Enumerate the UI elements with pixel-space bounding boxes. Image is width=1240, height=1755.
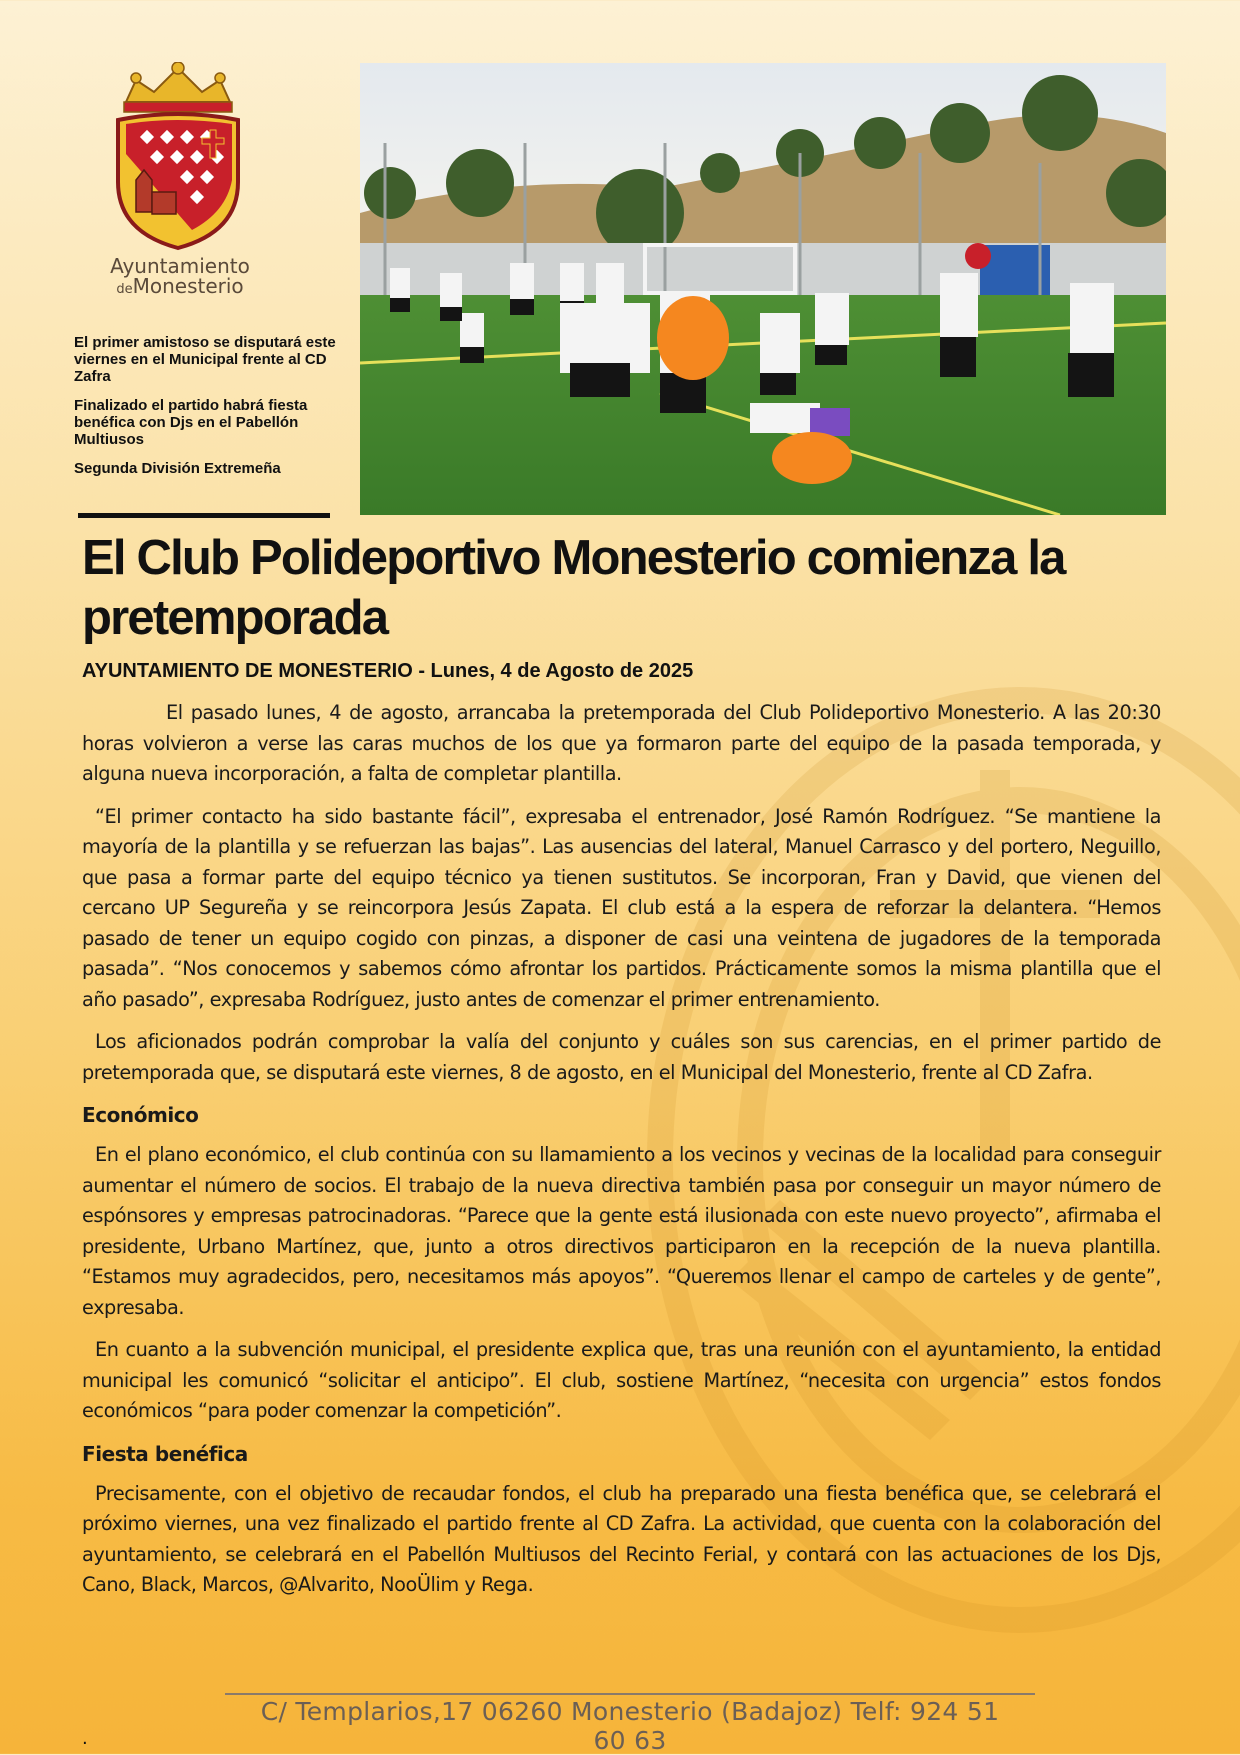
side-highlight-3: Segunda División Extremeña	[74, 460, 281, 477]
side-divider	[78, 513, 330, 518]
logo-line-2-prefix: de	[116, 282, 133, 297]
logo-line-1: Ayuntamiento	[110, 254, 250, 278]
article-paragraph-6: Precisamente, con el objetivo de recaudar fondos, el club ha preparado una fiesta benéfica que, se celebrará el próximo viernes, una vez finalizado el partido frente al CD Zafra. La actividad, que cuenta con la colaboración del ayuntamiento, se celebrará en el Pabellón Multiusos del Recinto Ferial, y contará con las actuaciones de los Djs, Cano, Black, Marcos, @Alvarito, NooÜlim y Rega.	[82, 1481, 1161, 1596]
footer-address: C/ Templarios,17 06260 Monesterio (Badajoz) Telf: 924 51 60 63	[260, 1697, 1000, 1755]
side-highlight-2: Finalizado el partido habrá fiesta benéfica con Djs en el Pabellón Multiusos	[74, 397, 308, 448]
team-training-photo	[360, 63, 1166, 515]
section-heading-fiesta: Fiesta benéfica	[82, 1441, 248, 1466]
article-paragraph-2: “El primer contacto ha sido bastante fácil”, expresaba el entrenador, José Ramón Rodríguez. “Se mantiene la mayoría de la plantilla y se refuerzan las bajas”. Las ausencias del lateral, Manuel Carrasco y del portero, Neguillo, que pasa a formar parte del equipo técnico ya tienen sustitutos. Se incorporan, Fran y David, que vienen del cercano UP Segureña y se reincorpora Jesús Zapata. El club está a la espera de reforzar la delantera. “Hemos pasado de tener un equipo cogido con pinzas, a disponer de casi una veintena de jugadores de la temporada pasada”. “Nos conocemos y sabemos cómo afrontar los partidos. Prácticamente somos la misma plantilla que el año pasado”, expresaba Rodríguez, justo antes de comenzar el primer entrenamiento.	[82, 804, 1161, 1011]
logo-line-2: Monesterio	[132, 274, 244, 298]
article-paragraph-5: En cuanto a la subvención municipal, el presidente explica que, tras una reunión con el ayuntamiento, la entidad municipal les comunicó “solicitar el anticipo”. El club, sostiene Martínez, “necesita con urgencia” estos fondos económicos “para poder comenzar la competición”.	[82, 1338, 1161, 1422]
article-headline: El Club Polideportivo Monesterio comienza la pretemporada	[82, 531, 1065, 645]
article-paragraph-4: En el plano económico, el club continúa con su llamamiento a los vecinos y vecinas de la localidad para conseguir aumentar el número de socios. El trabajo de la nueva directiva también pasa por conseguir un mayor número de espónsores y empresas patrocinadoras. “Parece que la gente está ilusionada con este nuevo proyecto”, afirmaba el presidente, Urbano Martínez, que, junto a otros directivos participaron en la recepción de la nueva plantilla. “Estamos muy agradecidos, pero, necesitamos más apoyos”. “Queremos llenar el campo de carteles y de gente”, expresaba.	[82, 1143, 1161, 1319]
trailing-mark: .	[82, 1728, 88, 1749]
municipal-coat-of-arms-logo	[96, 62, 260, 252]
article-paragraph-1: El pasado lunes, 4 de agosto, arrancaba la pretemporada del Club Polideportivo Monesterio. A las 20:30 horas volvieron a verse las caras muchos de los que ya formaron parte del equipo de la pasada temporada, y alguna nueva incorporación, a falta de completar plantilla.	[82, 701, 1161, 785]
footer-divider	[225, 1693, 1035, 1695]
side-highlights	[74, 334, 336, 489]
article-paragraph-3: Los aficionados podrán comprobar la valía del conjunto y cuáles son sus carencias, en el primer partido de pretemporada que, se disputará este viernes, 8 de agosto, en el Municipal del Monesterio, frente al CD Zafra.	[82, 1030, 1161, 1084]
side-highlight-1: El primer amistoso se disputará este viernes en el Municipal frente al CD Zafra	[74, 334, 336, 385]
article-body	[82, 698, 1161, 1613]
article-byline: AYUNTAMIENTO DE MONESTERIO - Lunes, 4 de Agosto de 2025	[82, 660, 694, 682]
logo-wordmark	[92, 256, 268, 300]
section-heading-economico: Económico	[82, 1103, 199, 1127]
